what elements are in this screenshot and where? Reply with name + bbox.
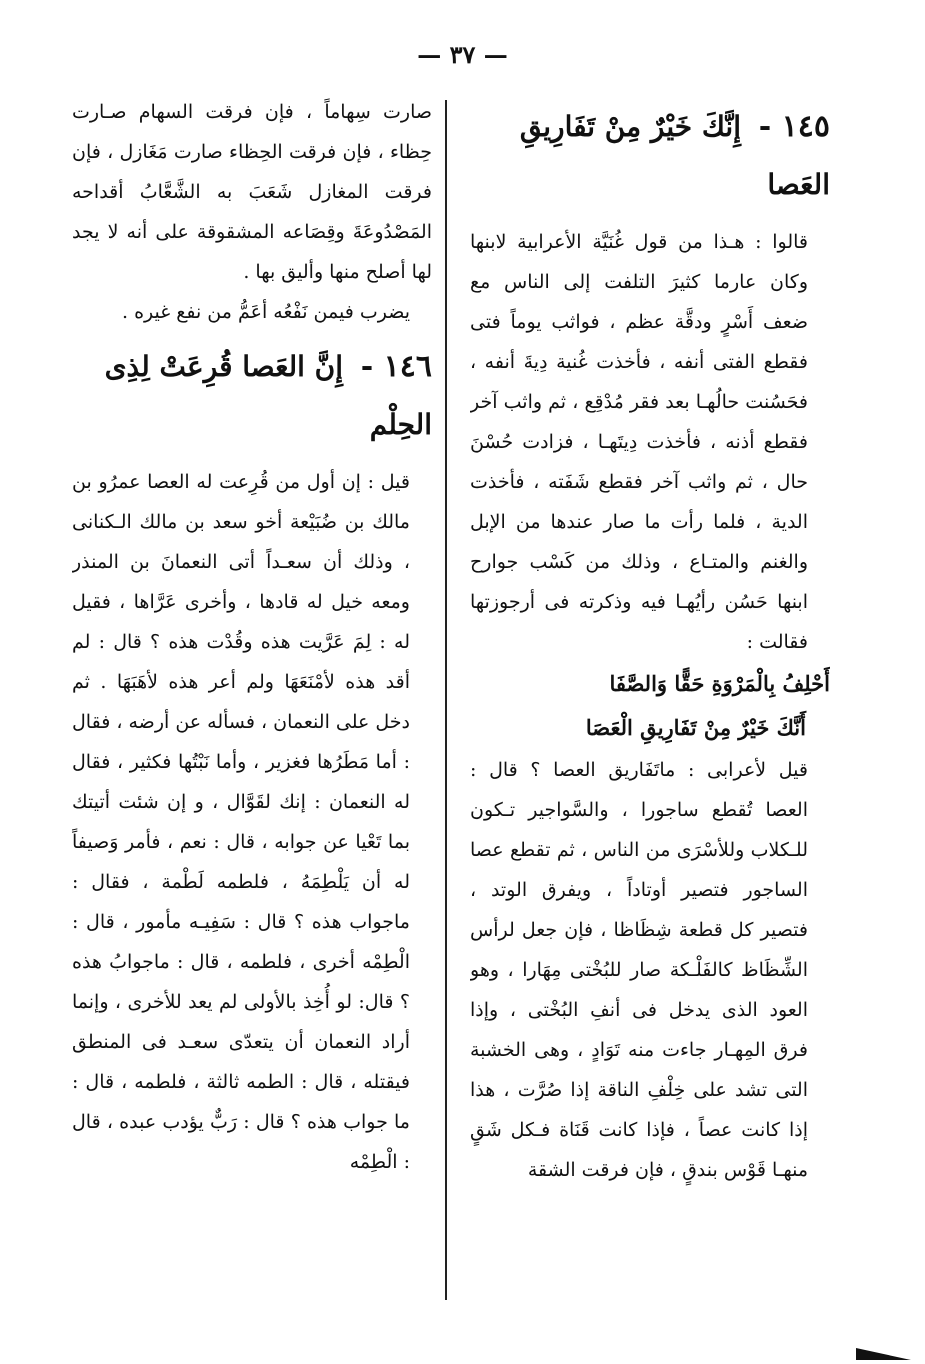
proverb-title: إِنَّ العَصا قُرِعَتْ لِذِى الحِلْم	[104, 350, 432, 441]
paragraph: قالوا : هـذا من قول غُنَيَّة الأعرابية لابنها وكان عارما كثيرَ التلفت إلى الناس مع ضعف أَسْرٍ ودقَّة عظم ، فواثب يوماً فتى فقطع الفتى أنفه ، فأخذت غُنية دِيةَ أنفه ، فحَسُنت حالُهـا بعد فقر مُدْقِع ، ثم واثب آخر فقطع أذنه ، فأخذت دِيتَهـا ، فزادت حُسْنَ حال ، ثم واثب آخر فقطع شَفَته ، فأخذت الدية ، فلما رأت ما صار عندها من الإبل والغنم والمتـاع ، وذلك من كَسْب جوارح ابنها حَسُن رأيُهـا فيه وذكرته فى أرجوزتها فقالت :	[470, 231, 808, 653]
paragraph: قيل لأعرابى : ماتَفَاريق العصا ؟ قال : العصا تُقطع ساجورا ، والسَّواجير تـكون للـكلاب وللأسْرَى من الناس ، ثم تقطع عصا الساجور فتصير أوتاداً ، ويفرق الوتد ، فتصير كل قطعة شِظَاظا ، فإن جعل لرأس الشِّظَاظ كالفَلْـكة صار للبُخْتى مِهَارا ، وهو العود الذى يدخل فى أنفِ البُخْتى ، وإذا فرق المِهـار جاءت منه تَوَادٍ ، وهى الخشبة التى تشد على خِلْفِ الناقة إذا صُرَّت ، هذا إذا كانت عصاً ، فإذا كانت قَنَاة فـكل شَقٍ منهـا قَوْس بندقٍ ، فإن فرقت الشقة	[470, 759, 808, 1181]
proverb-title: إِنَّكَ خَيْرٌ مِنْ تَفَارِيقِ العَصا	[519, 110, 830, 201]
proverb-heading-145	[470, 98, 830, 214]
paragraph: قيل : إن أول من قُرِعت له العصا عمرُو بن مالك بن ضُبَيْعة أخو سعد بن مالك الـكنانى ، وذلك أن سعـداً أتى النعمانَ بن المنذر ومعه خيل له قادها ، وأخرى عَرَّاها ، فقيل له : لِمَ عَرَّيت هذه وقُدْت هذه ؟ قال : لم أقد هذه لأمْنَعَهَا ولم أعر هذه لأهَبَهَا . ثم دخل على النعمان ، فسأله عن أرضه ، فقال : أما مَطَرُها فغزير ، وأما نَبْتُها فكثير ، فقال له النعمان : إنك لقَوَّال ، و إن شئت أتيتك بما تَعْيا عن جوابه ، قال : نعم ، فأمر وَصيفاً له أن يَلْطِمَهُ ، فلطمه لَطْمة ، فقال : ماجواب هذه ؟ قال : سَفِيـه مأمور ، قال : الْطِمْه أخرى ، فلطمه ، قال : ماجوابُ هذه ؟ قال: لو أُخِذ بالأولى لم يعد للأخرى ، وإنما أراد النعمان أن يتعدّى سعـد فى المنطق فيقتله ، قال : الطمه ثالثة ، فلطمه ، قال : ما جواب هذه ؟ قال : رَبٌّ يؤدب عبده ، قال : الْطِمْه	[72, 471, 410, 1173]
proverb-number: ١٤٥ -	[758, 109, 830, 144]
verse-line: أَحْلِفُ بِالْمَرْوَةِ حَقًّا وَالصَّفَا	[609, 671, 830, 696]
paragraph: يضرب فيمن نَفْعُه أعَمُّ من نفع غيره .	[122, 301, 410, 323]
left-column	[72, 92, 432, 1307]
verse-line: أَنَّكَ خَيْرٌ مِنْ تَفَارِيقِ الْعَصَا	[585, 715, 806, 740]
page-number: — ٣٧ —	[417, 40, 508, 69]
right-column	[470, 92, 830, 1307]
paragraph: صارت سِهاماً ، فإن فرقت السهام صـارت حِظاء ، فإن فرقت الحِظاء صارت مَغَازل ، فإن فرقت المغازل شَعَبَ به الشَّعَّابُ أقداحه المَصْدُوعَةَ وقِصَاعه المشقوقة على أنه لا يجد لها أصلح منها وأليق بها .	[72, 101, 432, 283]
column-divider	[445, 100, 447, 1300]
proverb-heading-146	[72, 338, 432, 454]
proverb-number: ١٤٦ -	[360, 349, 432, 384]
page-corner-mark	[856, 1348, 911, 1360]
